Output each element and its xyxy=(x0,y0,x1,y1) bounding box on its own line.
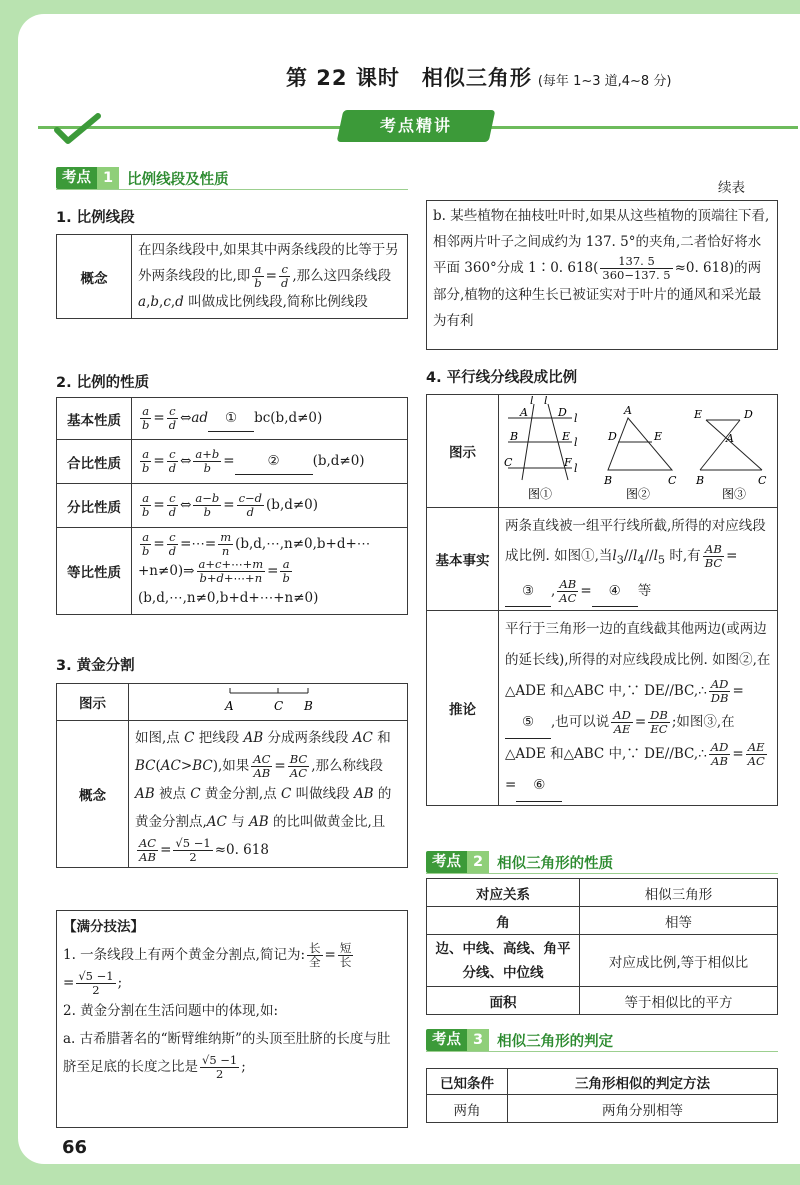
subhead-golden-section: 3. 黄金分割 xyxy=(56,658,135,674)
svg-text:C: C xyxy=(758,474,767,487)
figure-1 xyxy=(504,396,578,480)
svg-text:A: A xyxy=(726,432,734,445)
section-underline xyxy=(426,1051,778,1052)
equal-ratio-property: $\frac{a}{b}$ = $\frac{c}{d}$ =⋯= $\frac{m}{n}$ (b,d,⋯,n≠0,b+d+⋯+n≠0)⇒ $\frac{a+c+\cdots+m}{b+d+\cdots+n}$ = $\frac{a}{b}$ (b,d,⋯,n≠0,b+d+⋯+n≠0) xyxy=(132,528,408,615)
concept-text: 在四条线段中,如果其中两条线段的比等于另外两条线段的比,即 $\frac{a}{b}$ = $\frac{c}{d}$ ,那么这四条线段 a,b,c,d 叫做成比例线段,简称比例线段 xyxy=(132,235,408,319)
svg-text:E: E xyxy=(562,430,571,443)
segment-diagram xyxy=(130,685,406,715)
table-parallel-lines xyxy=(426,394,778,806)
basic-property: $\frac{a}{b}$ = $\frac{c}{d}$ ⇔ad ① bc(b,d≠0) xyxy=(132,398,408,440)
svg-text:l: l xyxy=(544,396,548,407)
check-icon xyxy=(54,112,102,146)
subhead-parallel-lines: 4. 平行线分线段成比例 xyxy=(426,370,578,386)
table-cell: 相等 xyxy=(580,907,778,935)
row-label: 概念 xyxy=(57,235,132,319)
basic-fact-text: 两条直线被一组平行线所截,所得的对应线段成比例. 如图①,当$l_3//l_4//l_5$ 时,有 $\frac{AB}{BC}$ =③ , $\frac{AB}{AC}$ = ④ 等 xyxy=(499,508,778,611)
tips-box xyxy=(56,910,408,1128)
difference-property: $\frac{a}{b}$ = $\frac{c}{d}$ ⇔ $\frac{a-b}{b}$ = $\frac{c-d}{d}$ (b,d≠0) xyxy=(132,484,408,528)
svg-text:l: l xyxy=(574,412,578,425)
svg-text:l: l xyxy=(574,462,578,475)
table-golden-section xyxy=(56,683,408,868)
svg-text:l: l xyxy=(574,436,578,449)
parallel-figures xyxy=(499,395,778,508)
section-underline xyxy=(426,873,778,874)
svg-text:A: A xyxy=(624,404,632,417)
page-number: 66 xyxy=(62,1137,88,1158)
table-header: 已知条件 xyxy=(427,1069,508,1095)
figure-1-caption: 图① xyxy=(528,487,553,501)
svg-text:C: C xyxy=(504,456,513,469)
svg-text:l: l xyxy=(530,396,534,407)
table-cell: 面积 xyxy=(427,987,580,1015)
svg-text:A: A xyxy=(520,406,528,419)
svg-text:D: D xyxy=(744,408,753,421)
svg-text:D: D xyxy=(608,430,617,443)
svg-text:B: B xyxy=(604,474,613,487)
table-header: 相似三角形 xyxy=(580,879,778,907)
point-c-label: C xyxy=(274,699,284,713)
tip-2: 2. 黄金分割在生活问题中的体现,如: xyxy=(63,1003,279,1019)
row-label: 合比性质 xyxy=(57,440,132,484)
table-similar-properties xyxy=(426,878,778,1015)
row-label: 基本事实 xyxy=(427,508,499,611)
page-subtitle: (每年 1~3 道,4~8 分) xyxy=(537,74,672,89)
table-concept xyxy=(56,234,408,319)
table-cell: 两角 xyxy=(427,1095,508,1123)
svg-text:C: C xyxy=(668,474,677,487)
svg-text:E: E xyxy=(694,408,703,421)
section-underline xyxy=(56,189,408,190)
svg-text:B: B xyxy=(696,474,705,487)
row-label: 等比性质 xyxy=(57,528,132,615)
page-title: 第 22 课时 相似三角形 (每年 1~3 道,4~8 分) xyxy=(286,66,672,90)
figure-2-caption: 图② xyxy=(626,487,651,501)
subhead-proportion-properties: 2. 比例的性质 xyxy=(56,375,150,391)
row-label: 分比性质 xyxy=(57,484,132,528)
table-cell: 两角分别相等 xyxy=(508,1095,778,1123)
table-cell: 边、中线、高线、角平分线、中位线 xyxy=(427,935,580,987)
section-kaodian-2: 考点 2 相似三角形的性质 xyxy=(426,850,613,874)
svg-text:B: B xyxy=(510,430,519,443)
golden-section-figure xyxy=(129,684,408,721)
figure-3 xyxy=(693,408,767,487)
table-cell: 等于相似比的平方 xyxy=(580,987,778,1015)
table-header: 对应关系 xyxy=(427,879,580,907)
tip-3: a. 古希腊著名的“断臂维纳斯”的头顶至肚脐的长度与肚脐至足底的长度之比是 $\frac{√5 -1}{2}$ ; xyxy=(63,1031,391,1081)
table-properties xyxy=(56,397,408,615)
section-kaodian-1: 考点 1 比例线段及性质 xyxy=(56,166,229,190)
plant-example-box: b. 某些植物在抽枝吐叶时,如果从这些植物的顶端往下看,相邻两片叶子之间成约为 137. 5°的夹角,二者恰好将水平面 360°分成 1∶0. 618( $\frac{137. 5}{360-137. 5}$ ≈0. 618)的两部分,植物的这种生长已被证实对于叶片的通风和采光最为有利 xyxy=(426,200,778,350)
point-a-label: A xyxy=(225,699,234,713)
tip-1: 1. 一条线段上有两个黄金分割点,简记为: $\frac{\text{长}}{\text{全}}$ = $\frac{\text{短}}{\text{长}}$ = $\frac{√5 -1}{2}$ ; xyxy=(63,941,352,997)
table-cell: 角 xyxy=(427,907,580,935)
svg-text:D: D xyxy=(558,406,567,419)
figure-3-caption: 图③ xyxy=(722,487,747,501)
section-kaodian-3: 考点 3 相似三角形的判定 xyxy=(426,1028,613,1052)
figure-2 xyxy=(603,404,677,487)
sum-property: $\frac{a}{b}$ = $\frac{c}{d}$ ⇔ $\frac{a+b}{b}$ = ② (b,d≠0) xyxy=(132,440,408,484)
row-label: 基本性质 xyxy=(57,398,132,440)
svg-text:F: F xyxy=(564,456,572,469)
subhead-proportional-segments: 1. 比例线段 xyxy=(56,210,135,226)
table-cell: 对应成比例,等于相似比 xyxy=(580,935,778,987)
row-label: 图示 xyxy=(57,684,129,721)
page xyxy=(18,14,800,1164)
svg-text:E: E xyxy=(654,430,663,443)
table-similar-criteria xyxy=(426,1068,778,1123)
banner-label: 考点精讲 xyxy=(379,116,452,135)
row-label: 图示 xyxy=(427,395,499,508)
golden-section-text: 如图,点 C 把线段 AB 分成两条线段 AC 和 BC(AC>BC),如果 $\frac{AC}{AB}$ = $\frac{BC}{AC}$ ,那么称线段 AB 被点 C 黄金分割,点 C 叫做线段 AB 的黄金分割点,AC 与 AB 的比叫做黄金比,且 $\frac{AC}{AB}$ = $\frac{√5 -1}{2}$ ≈0. 618 xyxy=(129,721,408,868)
row-label: 推论 xyxy=(427,610,499,805)
continued-label: 续表 xyxy=(718,180,745,196)
figure-set xyxy=(500,396,776,502)
row-label: 概念 xyxy=(57,721,129,868)
table-header: 三角形相似的判定方法 xyxy=(508,1069,778,1095)
inference-text: 平行于三角形一边的直线截其他两边(或两边的延长线),所得的对应线段成比例. 如图②,在△ADE 和△ABC 中,∵ DE//BC,∴ $\frac{AD}{DB}$ =⑤ ,也可以说 $\frac{AD}{AE}$ = $\frac{DB}{EC}$ ;如图③,在△ADE 和△ABC 中,∵ DE//BC,∴ $\frac{AD}{AB}$ = $\frac{AE}{AC}$ = ⑥ xyxy=(499,610,778,805)
point-b-label: B xyxy=(304,699,313,713)
tips-title: 【满分技法】 xyxy=(63,919,144,935)
